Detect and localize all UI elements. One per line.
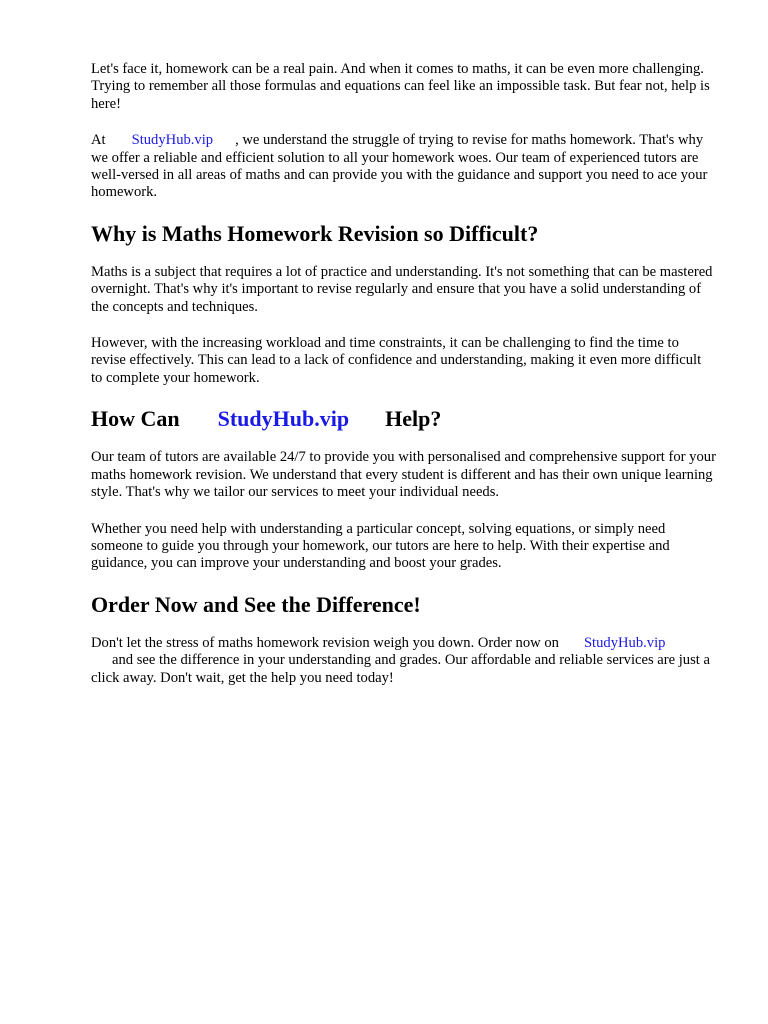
studyhub-heading-link[interactable]: StudyHub.vip xyxy=(217,406,350,432)
tutors-paragraph: Our team of tutors are available 24/7 to provide you with personalised and comprehensive support for your maths homework revision. We understand that every student is different and has their own unique learning style. That's why we tailor our services to meet your individual needs. xyxy=(91,449,716,501)
heading-text-before-link: How Can xyxy=(91,406,180,432)
studyhub-link[interactable]: StudyHub.vip xyxy=(131,132,214,149)
paragraph-text-before-link: Don't let the stress of maths homework revision weigh you down. Order now on xyxy=(91,634,559,651)
studyhub-intro-paragraph xyxy=(91,132,716,202)
help-paragraph: Whether you need help with understanding a particular concept, solving equations, or simply need someone to guide you through your homework, our tutors are here to help. With their expertise and guidance, you can improve your understanding and boost your grades. xyxy=(91,520,670,572)
heading-why-difficult: Why is Maths Homework Revision so Difficult? xyxy=(91,220,539,246)
heading-how-can-help xyxy=(91,406,716,432)
studyhub-order-link[interactable]: StudyHub.vip xyxy=(583,634,666,651)
practice-paragraph: Maths is a subject that requires a lot of practice and understanding. It's not something that can be mastered overnight. That's why it's important to revise regularly and ensure that you have a solid understanding of the concepts and techniques. xyxy=(91,263,713,315)
order-paragraph xyxy=(91,635,716,687)
paragraph-text-after-link: and see the difference in your understanding and grades. Our affordable and reliable services are just a click away. Don't wait, get the help you need today! xyxy=(91,652,710,686)
heading-order-now: Order Now and See the Difference! xyxy=(91,591,421,617)
intro-paragraph: Let's face it, homework can be a real pain. And when it comes to maths, it can be even more challenging. Trying to remember all those formulas and equations can feel like an impossible task. But fear not, help is here! xyxy=(91,61,710,112)
heading-text-after-link: Help? xyxy=(385,406,442,432)
paragraph-text-before-link: At xyxy=(91,132,106,149)
paragraph-text-after-link: , we understand the struggle of trying to revise for maths homework. That's why we offer a reliable and efficient solution to all your homework woes. Our team of experienced tutors are well-versed in all areas of maths and can provide you with the guidance and support you need to ace your homework. xyxy=(91,132,708,201)
workload-paragraph: However, with the increasing workload and time constraints, it can be challenging to find the time to revise effectively. This can lead to a lack of confidence and understanding, making it even more difficult to complete your homework. xyxy=(91,335,702,386)
